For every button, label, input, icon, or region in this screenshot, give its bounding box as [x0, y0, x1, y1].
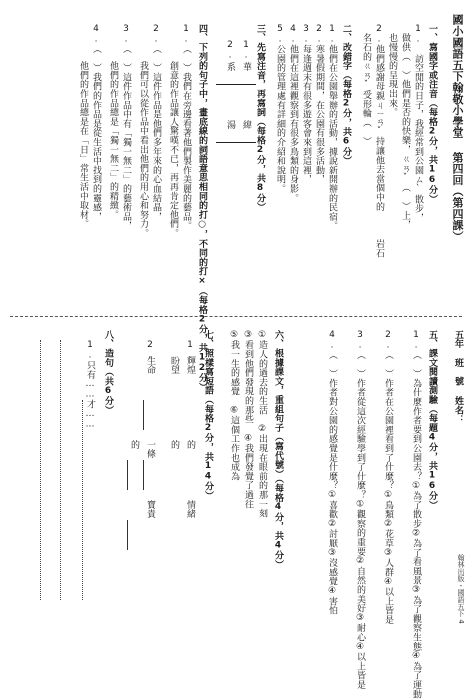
q7-item-2-word3: 寶貴 [145, 500, 155, 519]
q7-answer-line[interactable] [127, 520, 128, 550]
q6-heading: 六、根據課文，重組句子（寫代號）（每格4分，共4分） [273, 330, 283, 570]
q7-answer-line[interactable] [143, 460, 144, 490]
q7-item-2-word1: 生命 [145, 356, 155, 375]
q8-answer-line[interactable] [40, 340, 41, 600]
q1-item-4: 2.他們感謝母親ㄐㄧㄢˇ持讓他去當個中的 岩石 [374, 24, 384, 258]
q3-grid-line [216, 142, 256, 143]
q1-item-1: 1. 訪空閒的日子，我經常到公園ㄙˋ散步， [413, 24, 423, 223]
q8-answer-line[interactable] [82, 400, 83, 600]
q6-item-1: ①造人的過去的生活 ②出現在眼前的那一刻 [257, 330, 267, 518]
q4-item-3a: 3.（ ）這件作品中有「獨一無二」的藝術品， [121, 24, 131, 231]
class-name-label: 五年 班 號 姓名： [453, 330, 463, 424]
q5-heading: 五、課文閱讀測驗（每題4分，共16分） [427, 330, 437, 510]
q7-item-1-de: 的 [185, 440, 195, 450]
q4-item-4b: 他們的作品總是在「日」常生活中取材。 [78, 24, 88, 229]
q3-row-1-a: 華 [241, 62, 251, 72]
q7-item-1-word2: 情緒 [185, 500, 195, 519]
q4-item-1a: 1.（ ）我們在旁邊看著他們製作美麗的藝品。 [181, 24, 191, 231]
q7-item-1b-de: 的 [169, 440, 179, 450]
q4-heading: 四、下列的句子中，畫底線的詞語意思相同的打○，不同的打×（每格2分，共12分） [197, 24, 207, 392]
q7-answer-line[interactable] [143, 400, 144, 430]
q8-heading: 八、造句（共6分） [103, 330, 113, 415]
q4-item-4a: 4.（ ）我們的作品是從生活中找到的靈感， [91, 24, 101, 222]
q4-item-3b: 他們的作品總是「獨一無二」的精緻。 [108, 24, 118, 220]
q8-item-1: 1.只有……才…… [85, 340, 95, 430]
q7-item-1-word1: 輝煌 [185, 356, 195, 375]
worksheet-title: 國小國語五下翰敬小學堂 第四回（第四課） [451, 14, 464, 242]
page-footer: 翰林出版・國語五下 4 [457, 554, 465, 624]
q5-item-2: 2.（ ）作者在公園裡看到了什麼？①鳥類②花草③人群④以上皆是 [383, 330, 393, 625]
q3-row-2-a: 系 [225, 62, 235, 72]
q5-item-3: 3.（ ）作者從這次經驗學到了什麼？①觀察的重要②自然的美好③耐心④以上皆是 [355, 330, 365, 690]
q2-item-4: 4.他們在這裡觀察到有很多鳥類的身影。 [288, 24, 298, 203]
section-divider [10, 316, 462, 317]
q2-item-2: 2.寒暑假期間，在公園有很多活動， [314, 24, 324, 185]
q3-row-2-b: 湯 [225, 120, 235, 130]
q7-item-2-num: 2. [145, 340, 155, 361]
q5-item-1: 1.（ ）為什麼作者要到公園去？①為了散步②為了看風景③為了觀察生態④為了運動 [411, 330, 421, 699]
q4-item-1b: 創意的作品讓人驚嘆不已，再再肯定他們。 [168, 24, 178, 238]
q7-item-1-num: 1. [185, 340, 195, 361]
q4-item-2a: 2.（ ）這件作品是他們多年來的心血結晶， [151, 24, 161, 222]
q7-item-2-word2: 一條 [145, 440, 155, 459]
q7-heading: 七、照樣寫短語（每格2分，共14分） [203, 330, 213, 501]
q4-item-2b: 我們可以從作品中看出他們的用心和努力。 [138, 24, 148, 238]
q6-item-2: ③看到他們發現的那些 ④我們發覺了過往 [243, 330, 253, 509]
q3-heading: 三、先寫注音，再寫詞（每格2分，共8分） [255, 24, 265, 212]
q7-item-1b-word1: 盼望 [169, 356, 179, 375]
q1-heading: 一、寫國字或注音（每格2分，共16分） [427, 24, 437, 204]
q3-row-2-num: 2. [225, 40, 235, 61]
q7-answer-line[interactable] [127, 460, 128, 490]
q2-heading: 二、改錯字（每格2分，共6分） [341, 24, 351, 166]
q1-item-2: 做供（ ）他們是否的快樂，ㄍㄢˇ（ ）上， [400, 24, 410, 230]
q1-item-3: 也慢慢的呈現出來。 [387, 24, 397, 117]
q2-item-3: 3.每逢週末有很多遊客會來到這裡， [301, 24, 311, 185]
q1-item-5: 名石的ㄍㄢˇ受形輪（ ） [361, 24, 371, 146]
q2-item-5: 5.公園的管理處有詳細的介紹和說明。 [275, 24, 285, 194]
q6-item-3: ⑤我一生的感覺 ⑥這個工作也成為 [229, 330, 239, 481]
q8-answer-line[interactable] [60, 340, 61, 600]
q7-item-2b-de: 的 [129, 440, 139, 450]
q3-row-1-num: 1. [241, 40, 251, 61]
q5-item-4: 4.（ ）作者對公園的感覺是什麼？①喜歡②討厭③沒感覺④害怕 [327, 330, 337, 615]
q3-row-1-b: 緯 [241, 120, 251, 130]
q3-grid-line [216, 84, 256, 85]
q2-item-1: 1.他們在公園舉辦的活動，據說新開辦的民宿。 [327, 24, 337, 231]
